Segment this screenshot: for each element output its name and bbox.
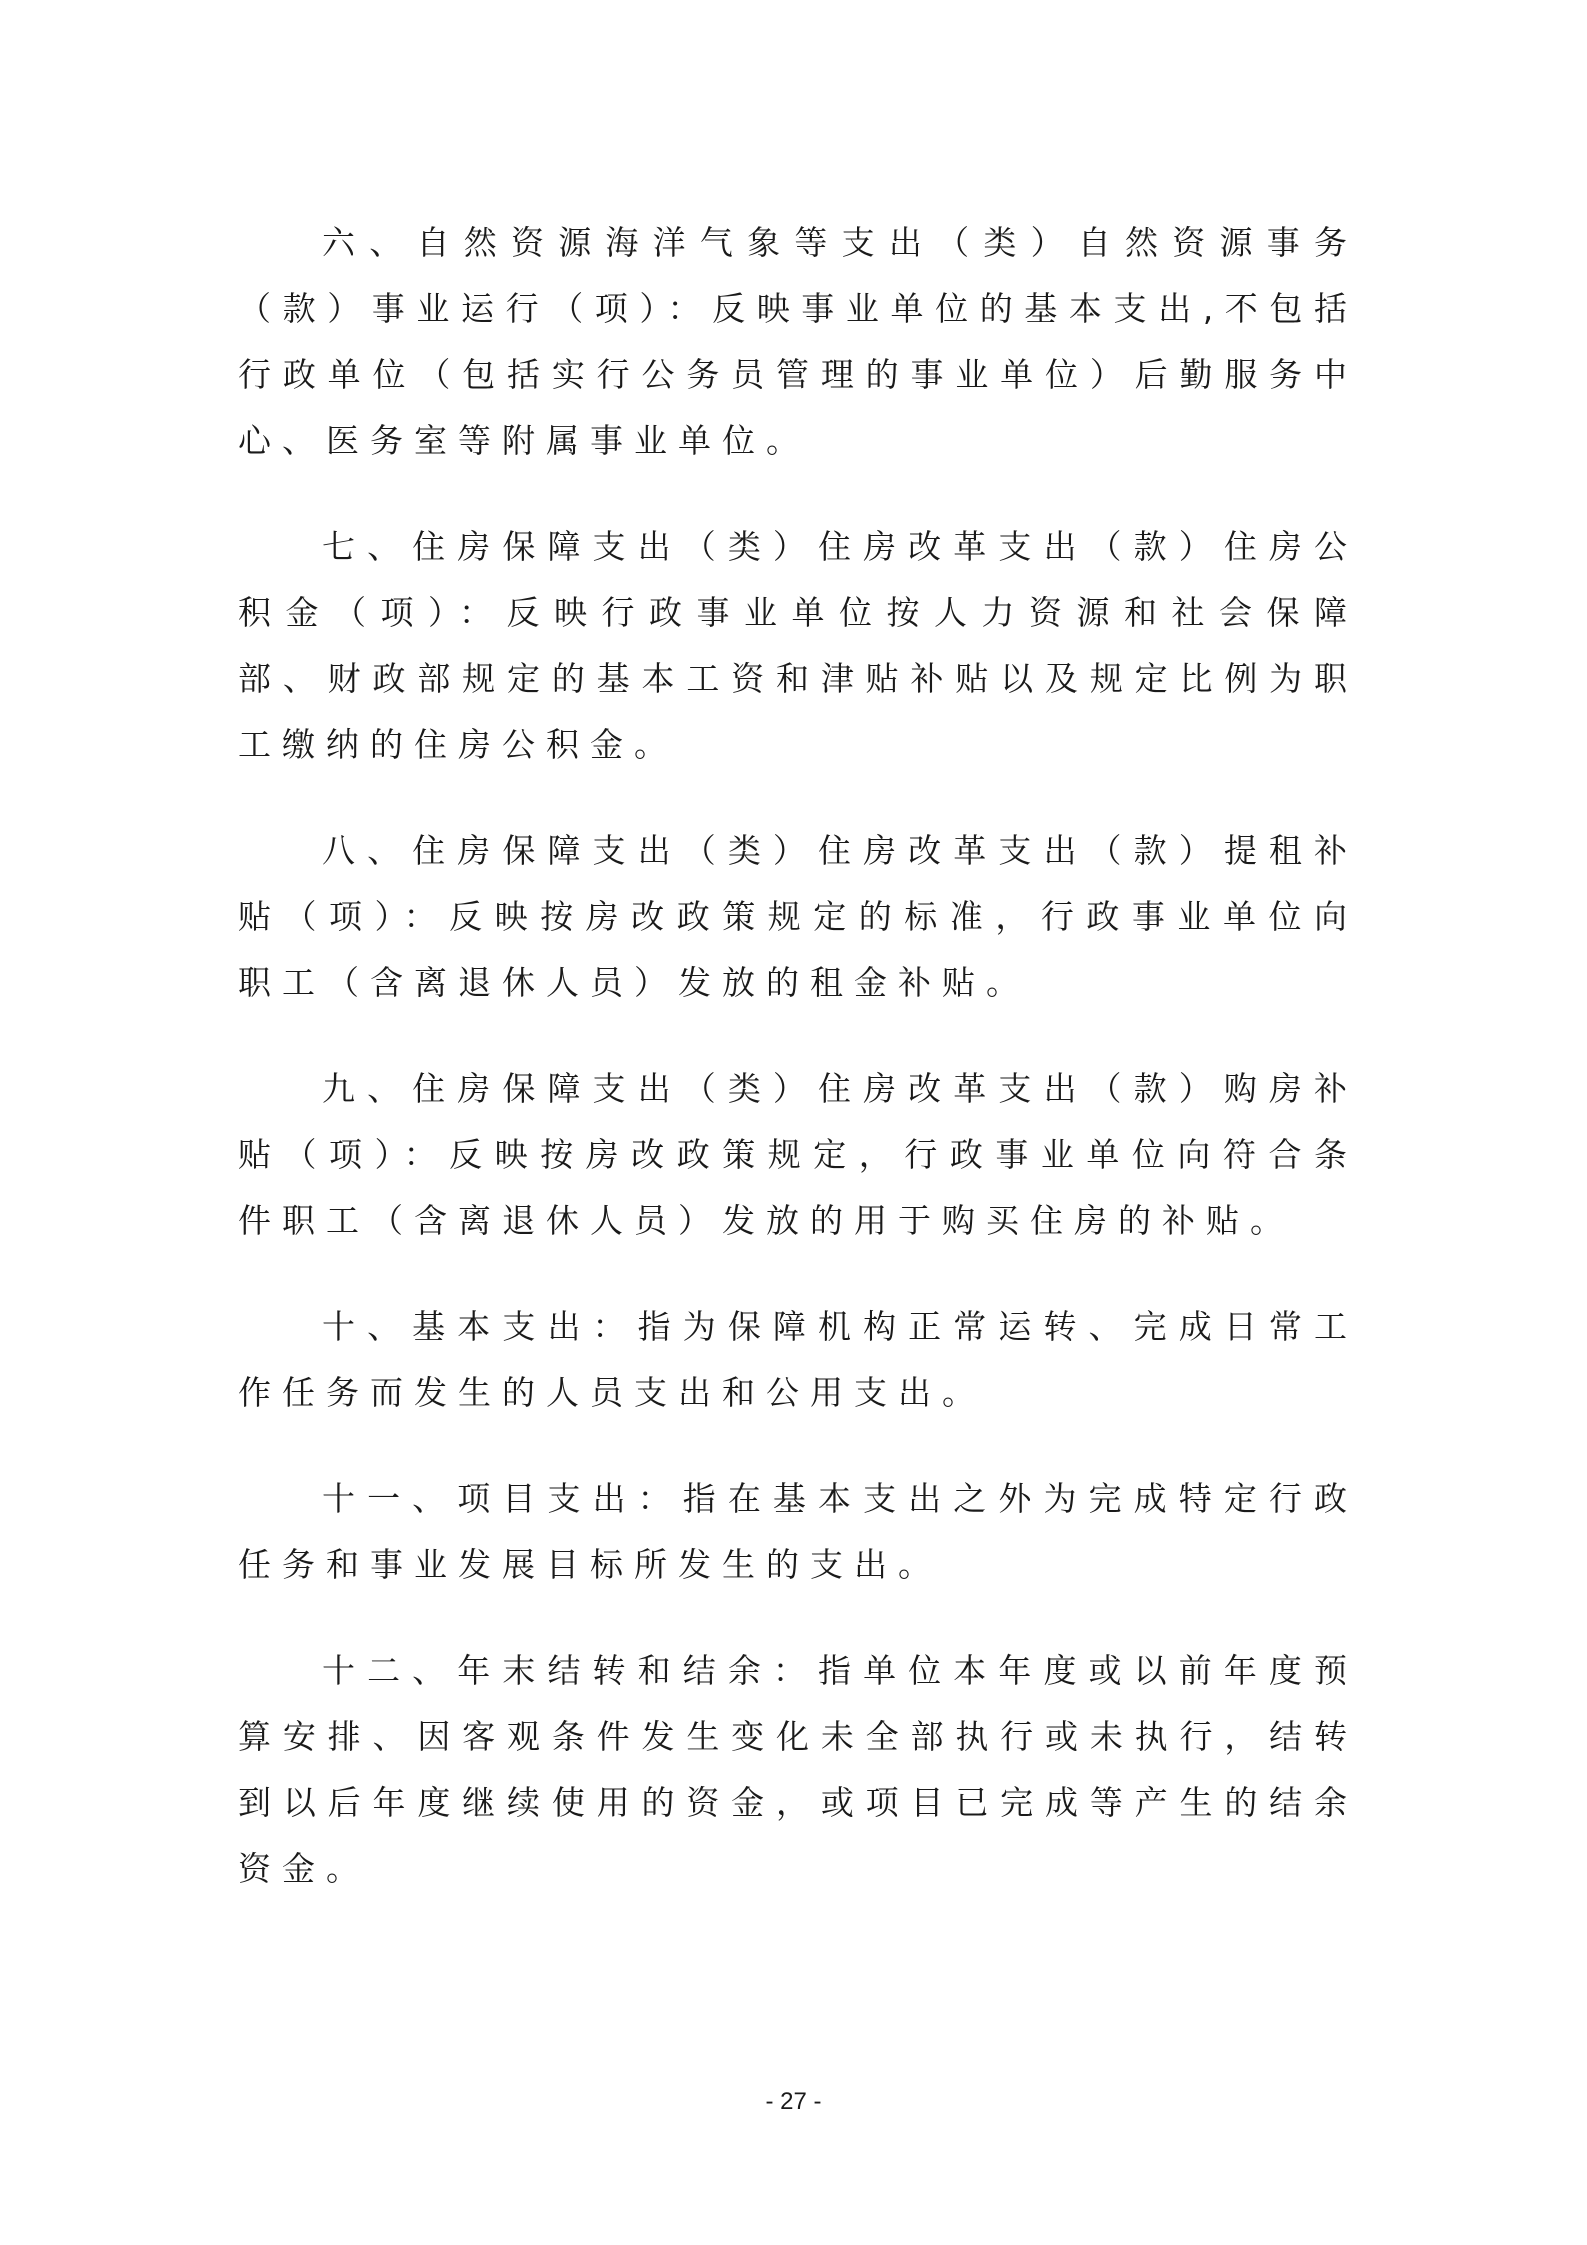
paragraph-12-carryover-balance: 十二、年末结转和结余：指单位本年度或以前年度预算安排、因客观条件发生变化未全部执行或未执行，结转到以后年度继续使用的资金，或项目已完成等产生的结余资金。 xyxy=(238,1651,1358,1888)
page-number: - 27 - xyxy=(765,2088,822,2115)
document-body xyxy=(238,210,1358,1942)
paragraph-8-rent-subsidy: 八、住房保障支出（类）住房改革支出（款）提租补贴（项）：反映按房改政策规定的标准，行政事业单位向职工（含离退休人员）发放的租金补贴。 xyxy=(238,831,1358,1002)
paragraph-6-nature-resources: 六、自然资源海洋气象等支出（类）自然资源事务（款）事业运行（项）：反映事业单位的基本支出,不包括行政单位（包括实行公务员管理的事业单位）后勤服务中心、医务室等附属事业单位。 xyxy=(238,223,1358,460)
paragraph-11-project-expenditure: 十一、项目支出：指在基本支出之外为完成特定行政任务和事业发展目标所发生的支出。 xyxy=(238,1479,1358,1584)
paragraph-7-housing-fund: 七、住房保障支出（类）住房改革支出（款）住房公积金（项）：反映行政事业单位按人力资源和社会保障部、财政部规定的基本工资和津贴补贴以及规定比例为职工缴纳的住房公积金。 xyxy=(238,527,1358,764)
paragraph-9-purchase-subsidy: 九、住房保障支出（类）住房改革支出（款）购房补贴（项）：反映按房改政策规定，行政事业单位向符合条件职工（含离退休人员）发放的用于购买住房的补贴。 xyxy=(238,1069,1358,1240)
paragraph-10-basic-expenditure: 十、基本支出：指为保障机构正常运转、完成日常工作任务而发生的人员支出和公用支出。 xyxy=(238,1307,1358,1412)
